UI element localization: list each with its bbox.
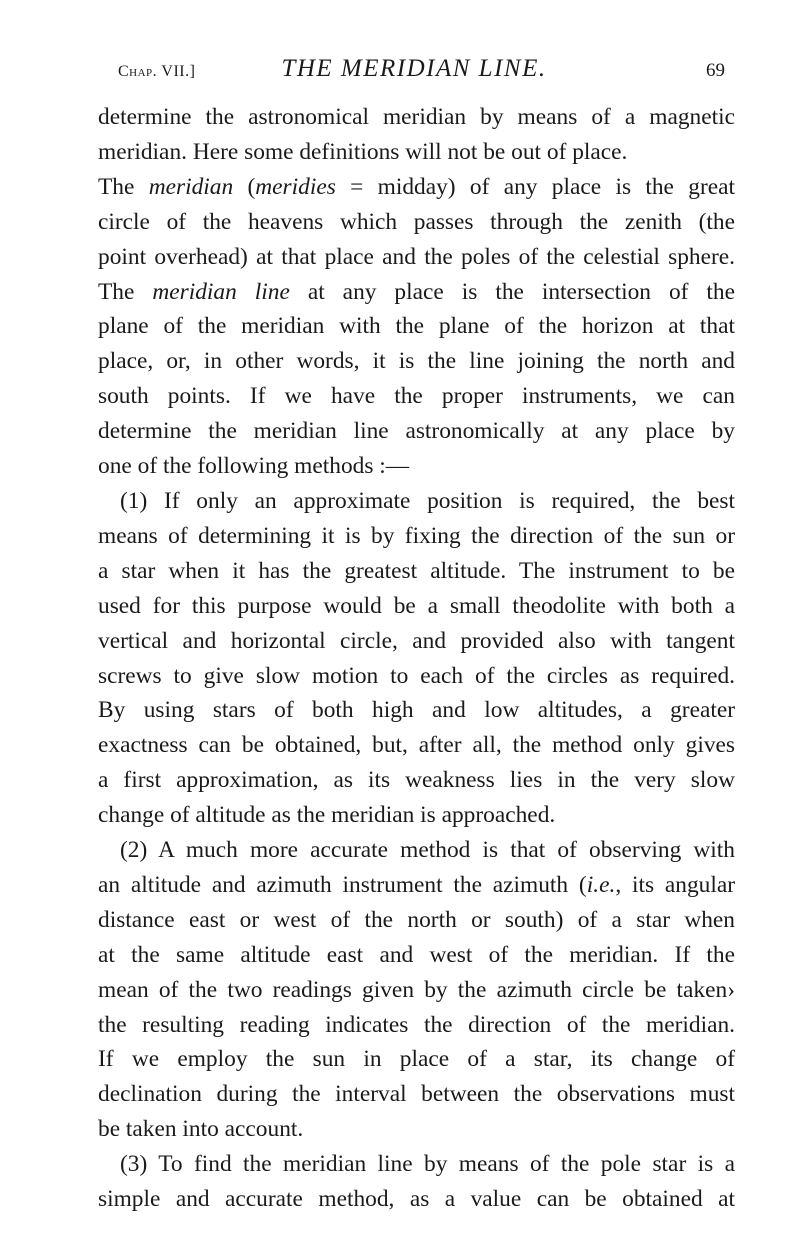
text-line	[98, 449, 735, 484]
text-line	[98, 135, 735, 170]
running-header	[118, 55, 725, 85]
text-line	[98, 1147, 735, 1182]
text-line	[98, 519, 735, 554]
text-line	[98, 414, 735, 449]
text-line	[98, 275, 735, 310]
text-segment: used for this purpose would be a small theodolite with both a	[98, 592, 735, 619]
text-segment: the resulting reading indicates the direction of the meridian.	[98, 1011, 735, 1038]
text-segment: be taken into account.	[98, 1116, 304, 1143]
text-segment: If we employ the sun in place of a star, its change of	[98, 1046, 735, 1073]
text-line	[98, 100, 735, 135]
text-segment: By using stars of both high and low altitudes, a greater	[98, 697, 735, 724]
text-segment: = midday) of any place is the great	[335, 173, 735, 200]
text-segment: The	[98, 173, 149, 200]
text-segment: determine the meridian line astronomically at any place by	[98, 418, 735, 445]
text-segment: mean of the two readings given by the azimuth circle be taken›	[98, 976, 735, 1003]
text-segment: determine the astronomical meridian by means of a magnetic	[98, 104, 735, 130]
text-line	[98, 624, 735, 659]
text-line	[98, 1077, 735, 1112]
text-line	[98, 693, 735, 728]
page-number: 69	[706, 60, 725, 81]
text-segment: means of determining it is by fixing the direction of the sun or	[98, 522, 735, 549]
text-line	[98, 1112, 735, 1147]
text-line	[98, 1008, 735, 1043]
text-line	[98, 170, 735, 205]
text-line	[98, 728, 735, 763]
text-line	[98, 903, 735, 938]
text-segment: screws to give slow motion to each of the circles as required.	[98, 662, 735, 689]
text-segment: one of the following methods :—	[98, 453, 410, 480]
text-segment: place, or, in other words, it is the line joining the north and	[98, 348, 735, 375]
text-line	[98, 798, 735, 833]
text-line	[98, 240, 735, 275]
text-segment: (1) If only an approximate position is required, the best	[120, 487, 735, 514]
text-segment: (2) A much more accurate method is that of observing with	[120, 837, 735, 864]
italic-term: meridies	[255, 173, 336, 200]
text-segment: The	[98, 278, 153, 305]
text-segment: point overhead) at that place and the poles of the celestial sphere.	[98, 243, 735, 270]
text-segment: at any place is the intersection of the	[289, 278, 735, 305]
text-line	[98, 589, 735, 624]
italic-term: meridian line	[152, 278, 290, 305]
text-segment: , its angular	[615, 871, 736, 898]
text-line	[98, 344, 735, 379]
text-line	[98, 205, 735, 240]
text-segment: declination during the interval between the observations must	[98, 1081, 735, 1108]
text-segment: a first approximation, as its weakness lies in the very slow	[98, 767, 735, 794]
text-line	[98, 379, 735, 414]
text-segment: change of altitude as the meridian is approached.	[98, 802, 556, 829]
text-segment: a star when it has the greatest altitude. The instrument to be	[98, 557, 735, 584]
text-line	[98, 554, 735, 589]
text-segment: exactness can be obtained, but, after all, the method only gives	[98, 732, 735, 759]
text-segment: south points. If we have the proper instruments, we can	[98, 383, 735, 410]
body-text	[98, 100, 735, 1217]
text-line	[98, 763, 735, 798]
text-line	[98, 868, 735, 903]
chapter-label: Chap. VII.]	[118, 63, 196, 80]
text-line	[98, 833, 735, 868]
text-line	[98, 309, 735, 344]
text-segment: vertical and horizontal circle, and provided also with tangent	[98, 627, 735, 654]
text-segment: distance east or west of the north or south) of a star when	[98, 906, 735, 933]
text-line	[98, 659, 735, 694]
text-segment: (3) To find the meridian line by means of the pole star is a	[120, 1151, 735, 1178]
italic-term: meridian	[148, 173, 234, 200]
text-segment: at the same altitude east and west of the meridian. If the	[98, 941, 735, 968]
text-segment: simple and accurate method, as a value can be obtained at	[98, 1186, 735, 1213]
running-title: THE MERIDIAN LINE.	[281, 55, 547, 82]
text-line	[98, 484, 735, 519]
text-segment: an altitude and azimuth instrument the azimuth (	[98, 871, 587, 898]
text-segment: circle of the heavens which passes through the zenith (the	[98, 208, 735, 235]
italic-term: i.e.	[586, 871, 616, 898]
text-line	[98, 938, 735, 973]
text-line	[98, 973, 735, 1008]
text-line	[98, 1182, 735, 1217]
text-segment: (	[233, 173, 256, 200]
text-line	[98, 1042, 735, 1077]
text-segment: meridian. Here some definitions will not be out of place.	[98, 138, 628, 165]
text-segment: plane of the meridian with the plane of the horizon at that	[98, 313, 735, 340]
